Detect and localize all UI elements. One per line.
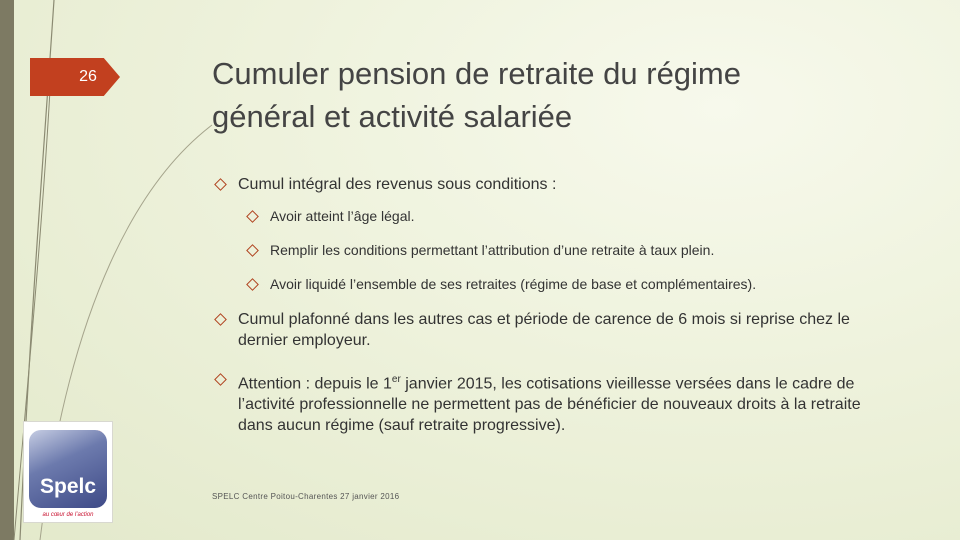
logo-name: Spelc xyxy=(39,475,97,498)
bullet-text: Cumul intégral des revenus sous conditions : xyxy=(238,176,557,193)
sub-bullet-text: Avoir atteint l’âge légal. xyxy=(270,208,415,224)
sub-bullet-text: Avoir liquidé l’ensemble de ses retraites (régime de base et complémentaires). xyxy=(270,276,757,292)
bullet-item xyxy=(212,309,892,351)
logo-swoosh-icon xyxy=(75,430,107,474)
diamond-bullet-icon xyxy=(214,313,227,326)
bullet-text-end: janvier 2015, les cotisations vieillesse versées dans le cadre de l’activité professionnelle ne permettent pas de bénéficier de nouveaux droits à la retraite dans aucun régime (sauf retraite progressive). xyxy=(238,375,861,435)
spelc-logo xyxy=(23,421,113,523)
logo-badge xyxy=(29,430,107,508)
bullet-list xyxy=(212,174,892,448)
diamond-bullet-icon xyxy=(246,210,259,223)
sub-bullet-item xyxy=(212,241,892,259)
slide-title xyxy=(212,52,912,138)
logo-tagline: au cœur de l’action xyxy=(42,512,94,518)
ordinal-superscript: er xyxy=(391,374,401,385)
diamond-bullet-icon xyxy=(214,373,227,386)
diamond-bullet-icon xyxy=(246,278,259,291)
slide-footer: SPELC Centre Poitou-Charentes 27 janvier 2016 xyxy=(212,492,400,501)
sub-bullet-item xyxy=(212,207,892,225)
diamond-bullet-icon xyxy=(246,244,259,257)
diamond-bullet-icon xyxy=(214,178,227,191)
slide-number: 26 xyxy=(79,68,97,85)
bullet-text-start: Attention : depuis le 1 xyxy=(238,375,392,393)
bullet-text: Cumul plafonné dans les autres cas et période de carence de 6 mois si reprise chez le dernier employeur. xyxy=(238,311,850,349)
title-line-1: Cumuler pension de retraite du régime xyxy=(212,56,741,91)
sub-bullet-item xyxy=(212,275,892,293)
bullet-item xyxy=(212,369,892,436)
sub-bullet-text: Remplir les conditions permettant l’attribution d’une retraite à taux plein. xyxy=(270,242,715,258)
title-line-2: général et activité salariée xyxy=(212,99,573,134)
bullet-item xyxy=(212,174,892,195)
